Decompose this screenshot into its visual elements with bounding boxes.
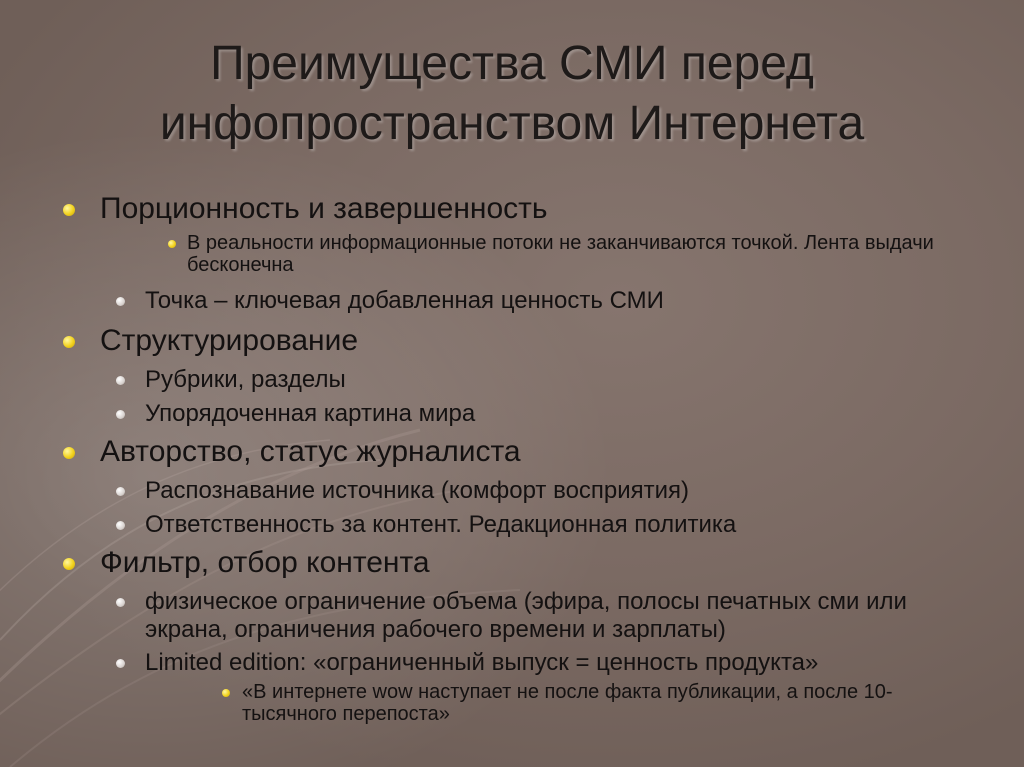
list-item-level-2: Limited edition: «ограниченный выпуск = ценность продукта» bbox=[145, 649, 819, 676]
list-item-level-1: Авторство, статус журналиста bbox=[100, 435, 521, 468]
list-item-level-2: Рубрики, разделы bbox=[145, 366, 346, 393]
list-item-level-2: Распознавание источника (комфорт восприятия) bbox=[145, 477, 690, 504]
bullet-marker-icon bbox=[116, 598, 125, 607]
list-item-level-1: Порционность и завершенность bbox=[100, 192, 548, 225]
bullet-marker-icon bbox=[116, 410, 125, 419]
slide-title-line-1: Преимущества СМИ перед bbox=[210, 37, 814, 90]
list-item-level-3: В реальности информационные потоки не заканчиваются точкой. Лента выдачи бесконечна bbox=[187, 232, 934, 276]
bullet-marker-icon bbox=[168, 240, 176, 248]
bullet-marker-icon bbox=[116, 487, 125, 496]
list-item-level-2: Ответственность за контент. Редакционная политика bbox=[145, 511, 737, 538]
list-item-level-2: Точка – ключевая добавленная ценность СМИ bbox=[145, 287, 664, 314]
bullet-marker-icon bbox=[63, 336, 75, 348]
bullet-marker-icon bbox=[63, 447, 75, 459]
bullet-marker-icon bbox=[63, 204, 75, 216]
list-item-level-2: Упорядоченная картина мира bbox=[145, 400, 476, 427]
list-item-level-1: Фильтр, отбор контента bbox=[100, 546, 430, 579]
bullet-marker-icon bbox=[116, 297, 125, 306]
bullet-marker-icon bbox=[116, 659, 125, 668]
bullet-marker-icon bbox=[116, 521, 125, 530]
bullet-marker-icon bbox=[222, 689, 230, 697]
bullet-marker-icon bbox=[63, 558, 75, 570]
bullet-marker-icon bbox=[116, 376, 125, 385]
list-item-level-3: «В интернете wow наступает не после факта публикации, а после 10-тысячного перепоста» bbox=[242, 681, 893, 725]
slide-title-line-2: инфопространством Интернета bbox=[159, 97, 865, 150]
list-item-level-1: Структурирование bbox=[100, 324, 359, 357]
list-item-level-2: физическое ограничение объема (эфира, полосы печатных сми или экрана, ограничения рабочего времени и зарплаты) bbox=[145, 588, 907, 643]
